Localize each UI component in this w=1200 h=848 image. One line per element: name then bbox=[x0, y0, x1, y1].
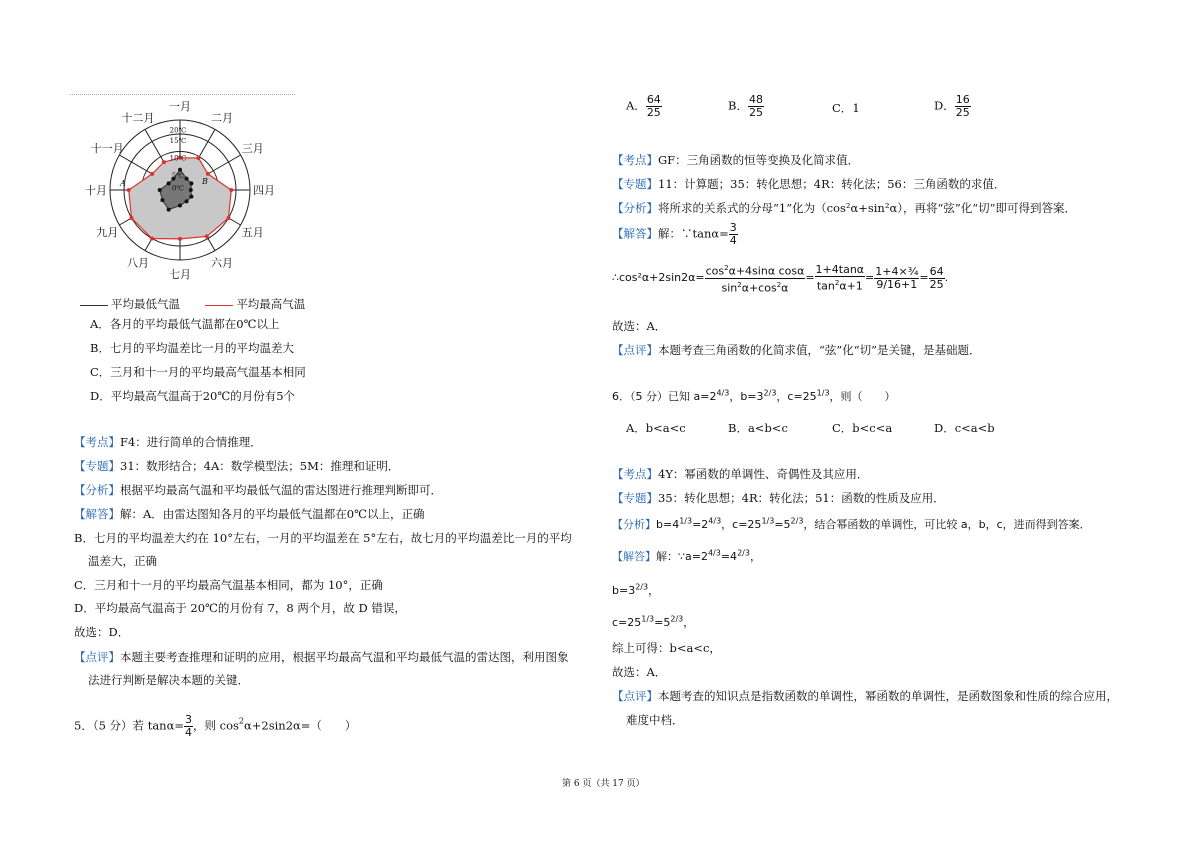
q4-dianping: 【点评】本题主要考查推理和证明的应用，根据平均最高气温和平均最低气温的雷达图，利用图象 bbox=[74, 650, 569, 664]
q6-kaodian: 【考点】4Y：幂函数的单调性、奇偶性及其应用． bbox=[612, 467, 869, 481]
series-low-point bbox=[189, 181, 193, 185]
radar-ring-label: 5℃ bbox=[171, 172, 185, 180]
radar-ring-label: 0℃ bbox=[171, 184, 185, 193]
radar-month-label: 六月 bbox=[211, 256, 233, 270]
series-low-point bbox=[158, 188, 162, 192]
q6-stem: 6．（5 分）已知 $a=2^{4/3}$，$b=3^{2/3}$，$c=25^{1/3}$，则（ ） bbox=[612, 388, 896, 403]
series-high-point bbox=[206, 172, 210, 176]
series-high-point bbox=[229, 188, 233, 192]
series-low-point bbox=[185, 199, 189, 203]
q4-guxuan: 故选：D． bbox=[74, 625, 130, 639]
radar-month-label: 十月 bbox=[85, 184, 107, 197]
q6-guxuan: 故选：A． bbox=[612, 665, 667, 679]
series-high-point bbox=[150, 236, 154, 240]
q4-jieda-d: D．平均最高气温高于 20℃的月份有 7，8 两个月，故 D 错误， bbox=[74, 601, 406, 615]
series-low-point bbox=[189, 188, 193, 192]
q5-tan-fraction: $\frac{3}{4}$ bbox=[184, 713, 192, 739]
q4-option-c: C．三月和十一月的平均最高气温基本相同 bbox=[90, 365, 306, 379]
page-footer: 第 6 页（共 17 页） bbox=[562, 779, 645, 789]
q6-option-c: C．b<c<a bbox=[832, 421, 893, 435]
legend-high-swatch bbox=[205, 305, 233, 306]
series-low-point bbox=[185, 177, 189, 181]
q6-zhuanti: 【专题】35：转化思想；4R：转化法；51：函数的性质及应用． bbox=[612, 491, 945, 505]
series-high-point bbox=[130, 216, 134, 220]
legend-high-label: 平均最高气温 bbox=[236, 297, 306, 311]
q4-fenxi: 【分析】根据平均最高气温和平均最低气温的雷达图进行推理判断即可． bbox=[74, 483, 442, 497]
series-low-point bbox=[167, 208, 171, 212]
radar-chart bbox=[60, 92, 300, 292]
q4-kaodian: 【考点】F4：进行简单的合情推理． bbox=[74, 435, 262, 449]
q5-jieda: 【解答】解：∵tanα= $\frac{3}{4}$ bbox=[612, 221, 737, 247]
q6-option-a: A．b<a<c bbox=[626, 421, 686, 435]
q6-jieda: 【解答】解：$\because a=2^{4/3}=4^{2/3}$， bbox=[612, 548, 761, 563]
series-low-point bbox=[167, 181, 171, 185]
radar-point-label-b: B bbox=[202, 177, 208, 186]
q4-dianping-2: 法进行判断是解决本题的关键． bbox=[88, 673, 249, 687]
q6-option-d: D．c<a<b bbox=[934, 421, 995, 435]
q6-zongshang: 综上可得：b<a<c， bbox=[612, 641, 721, 655]
q6-b-line: $b=3^{2/3}$， bbox=[612, 582, 660, 597]
q4-option-a: A．各月的平均最低气温都在0℃以上 bbox=[90, 317, 280, 331]
q5-zhuanti: 【专题】11：计算题；35：转化思想；4R：转化法；56：三角函数的求值． bbox=[612, 177, 1006, 191]
radar-month-label: 五月 bbox=[241, 226, 264, 239]
q4-jieda-c: C．三月和十一月的平均最高气温基本相同，都为 10°，正确 bbox=[74, 578, 383, 592]
q5-stem: 5．（5 分）若 tanα= $\frac{3}{4}$ ，则 $\cos^2\alpha+2\sin 2\alpha=$（ ） bbox=[74, 713, 357, 739]
legend-low-swatch bbox=[80, 305, 108, 306]
q6-option-b: B．a<b<c bbox=[728, 421, 788, 435]
q6-c-line: $c=25^{1/3}=5^{2/3}$， bbox=[612, 614, 695, 629]
q4-option-b: B．七月的平均温差比一月的平均温差大 bbox=[90, 341, 294, 355]
q5-dianping: 【点评】本题考查三角函数的化简求值，“弦”化“切”是关键，是基础题． bbox=[612, 343, 981, 357]
radar-ring-label: 15℃ bbox=[169, 137, 187, 145]
radar-legend bbox=[80, 296, 305, 312]
series-high-point bbox=[178, 237, 182, 241]
series-low-point bbox=[160, 198, 164, 202]
q5-option-a: A． $\frac{64}{25}$ bbox=[626, 93, 661, 119]
series-high-point bbox=[150, 172, 154, 176]
legend-low-label: 平均最低气温 bbox=[111, 297, 180, 311]
radar-month-label: 十一月 bbox=[90, 142, 124, 155]
radar-point-label-a: A bbox=[120, 179, 126, 188]
radar-month-label: 九月 bbox=[96, 226, 119, 239]
q5-guxuan: 故选：A． bbox=[612, 319, 667, 333]
series-high-point bbox=[196, 156, 200, 160]
series-high-point bbox=[127, 188, 131, 192]
radar-month-label: 十二月 bbox=[121, 111, 155, 125]
series-high-point bbox=[205, 234, 209, 238]
q5-fenxi: 【分析】将所求的关系式的分母“1”化为（cos²α+sin²α），再将“弦”化“切”即可得到答案． bbox=[612, 201, 1076, 215]
series-low-point bbox=[178, 204, 182, 208]
q4-zhuanti: 【专题】31：数形结合；4A：数学模型法；5M：推理和证明． bbox=[74, 459, 400, 473]
q4-jieda: 【解答】解：A．由雷达图知各月的平均最低气温都在0℃以上，正确 bbox=[74, 507, 425, 521]
q5-option-d: D． $\frac{16}{25}$ bbox=[934, 93, 970, 119]
q4-option-d: D．平均最高气温高于20℃的月份有5个 bbox=[90, 389, 296, 403]
series-high-point bbox=[162, 160, 166, 164]
q6-fenxi: 【分析】$b=4^{1/3}=2^{4/3}$，$c=25^{1/3}=5^{2/3}$，结合幂函数的单调性，可比较 a，b，c，进而得到答案． bbox=[612, 516, 1091, 531]
q4-jieda-b2: 温差大，正确 bbox=[88, 554, 157, 568]
q5-option-b: B． $\frac{48}{25}$ bbox=[728, 93, 763, 119]
radar-month-label: 一月 bbox=[169, 100, 191, 113]
radar-month-label: 二月 bbox=[211, 111, 233, 125]
q5-option-c: C．1 bbox=[832, 101, 860, 115]
q5-kaodian: 【考点】GF：三角函数的恒等变换及化简求值． bbox=[612, 153, 860, 167]
q4-jieda-b1: B．七月的平均温差大约在 10°左右，一月的平均温差在 5°左右，故七月的平均温差比一月的平均 bbox=[74, 531, 572, 545]
q6-dianping: 【点评】本题考查的知识点是指数函数的单调性，幂函数的单调性，是函数图象和性质的综合应用， bbox=[612, 689, 1118, 703]
radar-ring-label: 20℃ bbox=[169, 126, 187, 135]
series-low-point bbox=[189, 195, 193, 199]
radar-ring-label: 10℃ bbox=[169, 154, 187, 163]
radar-month-label: 七月 bbox=[169, 268, 191, 281]
radar-month-label: 四月 bbox=[253, 184, 275, 197]
q6-dianping-2: 难度中档． bbox=[626, 713, 684, 727]
q5-expression: ∴cos²α+2sin2α= $\frac{\cos^2\alpha+4\sin\alpha \cos\alpha}{\sin^2\alpha+\cos^2\alpha}$ = $\frac{1+4\tan\alpha}{\tan^2\alpha+1}$ = $\frac{\text{1+4×¾}}{9/16+1}$ = $\frac{64}{25}$ . bbox=[612, 262, 949, 295]
radar-month-label: 八月 bbox=[127, 256, 149, 270]
series-high-point bbox=[226, 216, 230, 220]
radar-month-label: 三月 bbox=[241, 142, 264, 155]
